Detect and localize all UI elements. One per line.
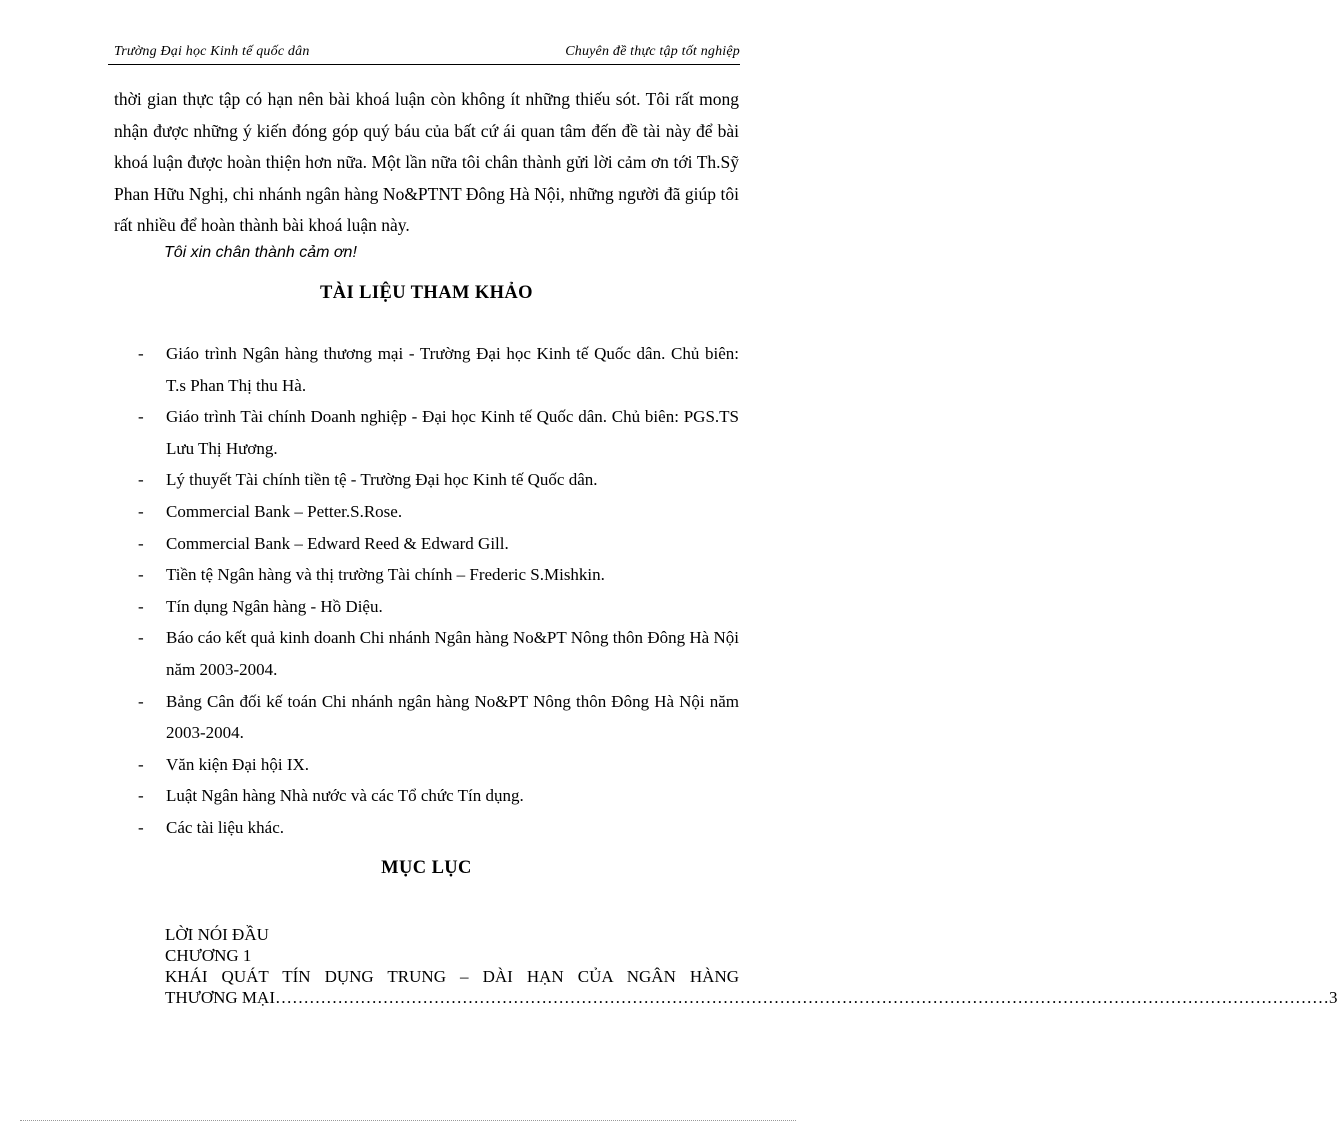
toc-title: MỤC LỤC xyxy=(381,858,472,878)
toc-leader-dots: …………………………………………………………………………………………………………………………………………………………………… xyxy=(275,988,1329,1007)
bullet-dash: - xyxy=(138,754,144,774)
reference-item xyxy=(138,812,739,844)
reference-text: Luật Ngân hàng Nhà nước và các Tổ chức Tín dụng. xyxy=(166,786,524,806)
table-of-contents xyxy=(165,924,1338,1008)
bullet-dash: - xyxy=(138,533,144,553)
reference-item xyxy=(138,528,739,560)
bullet-dash: - xyxy=(138,470,144,490)
bullet-dash: - xyxy=(138,501,144,521)
header-university: Trường Đại học Kinh tế quốc dân xyxy=(114,44,310,59)
bullet-dash: - xyxy=(138,596,144,616)
reference-item xyxy=(138,780,739,812)
bullet-dash: - xyxy=(138,407,144,427)
reference-text: Commercial Bank – Edward Reed & Edward Gill. xyxy=(166,533,509,553)
toc-page-number: 3 xyxy=(1329,988,1338,1007)
toc-chapter-title[interactable]: KHÁI QUÁT TÍN DỤNG TRUNG – DÀI HẠN CỦA NGÂN HÀNG xyxy=(165,967,739,986)
reference-text: Giáo trình Tài chính Doanh nghiệp - Đại học Kinh tế Quốc dân. Chủ biên: PGS.TS Lưu Thị Hương. xyxy=(166,407,739,458)
header-rule xyxy=(108,64,740,65)
bullet-dash: - xyxy=(138,344,144,363)
reference-item xyxy=(138,338,739,401)
page-header xyxy=(0,40,816,70)
reference-text: Tiền tệ Ngân hàng và thị trường Tài chính – Frederic S.Mishkin. xyxy=(166,565,605,585)
toc-chapter-number[interactable]: CHƯƠNG 1 xyxy=(165,946,252,965)
bullet-dash: - xyxy=(138,565,144,585)
reference-item xyxy=(138,496,739,528)
header-document-type: Chuyên đề thực tập tốt nghiệp xyxy=(565,44,740,59)
reference-text: Văn kiện Đại hội IX. xyxy=(166,754,310,774)
toc-preface[interactable]: LỜI NÓI ĐẦU xyxy=(165,925,269,944)
reference-text: Lý thuyết Tài chính tiền tệ - Trường Đại học Kinh tế Quốc dân. xyxy=(166,470,598,490)
reference-text: Bảng Cân đối kế toán Chi nhánh ngân hàng No&PT Nông thôn Đông Hà Nội năm 2003-2004. xyxy=(166,691,739,743)
intro-paragraph: thời gian thực tập có hạn nên bài khoá luận còn không ít những thiếu sót. Tôi rất mong nhận được những ý kiến đóng góp quý báu của bất cứ ái quan tâm đến đề tài này để bài khoá luận được hoàn thiện hơn nữa. Một lần nữa tôi chân thành gửi lời cảm ơn tới Th.Sỹ Phan Hữu Nghị, chi nhánh ngân hàng No&PTNT Đông Hà Nội, những người đã giúp tôi rất nhiều để hoàn thành bài khoá luận này. xyxy=(114,89,739,236)
reference-item xyxy=(138,464,739,496)
thanks-line: Tôi xin chân thành cảm ơn! xyxy=(164,244,357,261)
intro-section xyxy=(114,84,739,242)
reference-item xyxy=(138,401,739,464)
page-bottom-border xyxy=(20,1120,796,1121)
reference-item xyxy=(138,749,739,781)
reference-text: Các tài liệu khác. xyxy=(166,817,285,837)
bullet-dash: - xyxy=(138,628,144,648)
references-list xyxy=(138,338,739,844)
reference-item xyxy=(138,686,739,749)
bullet-dash: - xyxy=(138,786,144,806)
toc-chapter-title-cont: THƯƠNG MẠI xyxy=(165,988,275,1007)
bullet-dash: - xyxy=(138,817,144,837)
reference-item xyxy=(138,591,739,623)
reference-text: Tín dụng Ngân hàng - Hồ Diệu. xyxy=(166,596,383,616)
reference-item xyxy=(138,559,739,591)
reference-text: Báo cáo kết quả kinh doanh Chi nhánh Ngân hàng No&PT Nông thôn Đông Hà Nội năm 2003-2004. xyxy=(166,628,739,679)
reference-text: Commercial Bank – Petter.S.Rose. xyxy=(166,501,403,521)
toc-chapter-title-line[interactable] xyxy=(165,987,1338,1008)
reference-item xyxy=(138,622,739,685)
references-title: TÀI LIỆU THAM KHẢO xyxy=(320,283,533,303)
reference-text: Giáo trình Ngân hàng thương mại - Trường Đại học Kinh tế Quốc dân. Chủ biên: T.s Phan Thị thu Hà. xyxy=(166,344,739,395)
bullet-dash: - xyxy=(138,691,144,711)
